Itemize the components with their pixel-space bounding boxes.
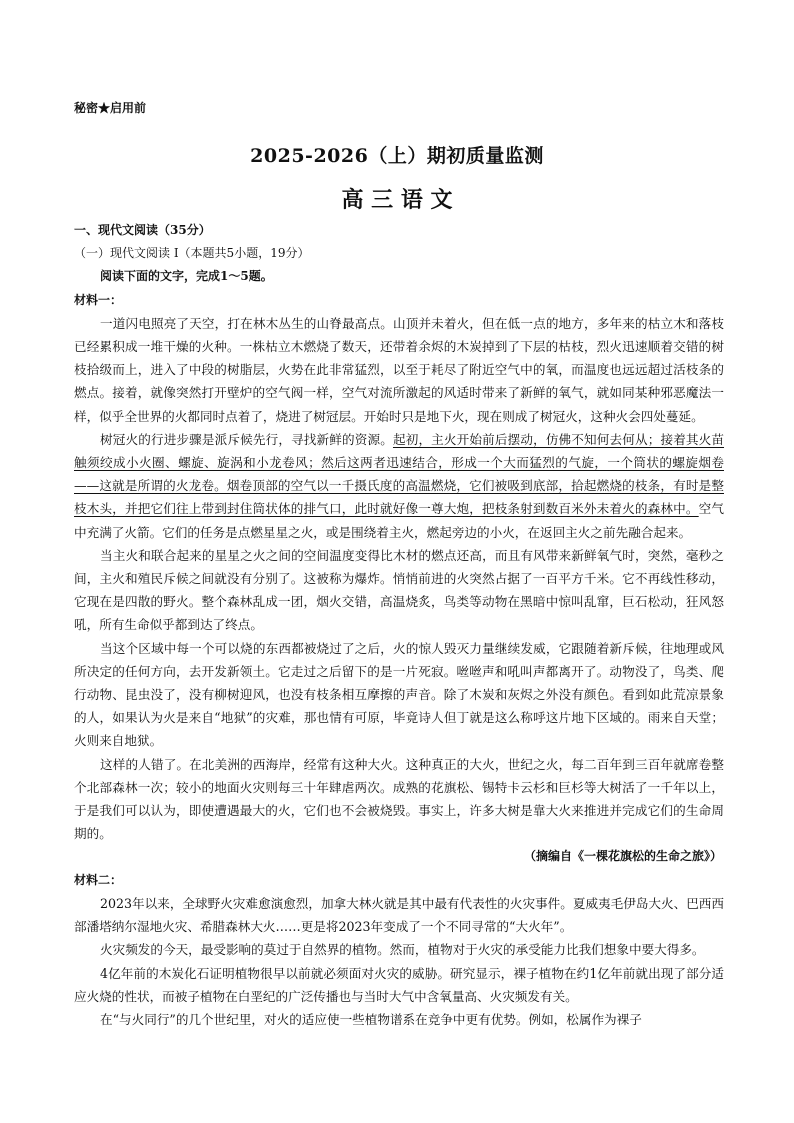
underlined-passage: 起初，主火开始前后摆动，仿佛不知何去何从；接着其火苗触须绞成小火圈、螺旋、旋涡和小龙卷风；然后这两者迅速结合，形成一个大而猛烈的气旋，一个筒状的螺旋烟卷——这就是所谓的火龙卷。烟卷顶部的空气以一千摄氏度的高温燃烧，它们被吸到底部，拾起燃烧的枝条，有时是整枝木头，并把它们往上带到封住筒状体的排气口，此时就好像一尊大炮，把枝条射到数百米外未着火的森林中。 xyxy=(74,431,725,517)
paragraph-2-tail: 空气中充满了火箭。它们的任务是点燃星星之火，或是围绕着主火，燃起旁边的小火，在返回主火之前先融合起来。 xyxy=(74,501,725,540)
material-one-source: （摘编自《一棵花旗松的生命之旅》） xyxy=(523,849,722,864)
material-one-paragraph-1: 一道闪电照亮了天空，打在林木丛生的山脊最高点。山顶并未着火，但在低一点的地方，多年来的枯立木和落枝已经累积成一堆干燥的火种。一株枯立木燃烧了数天，还带着余烬的木炭掉到了下层的枯枝，烈火迅速顺着交错的树枝拾级而上，进入了中段的树脂层，火势在此非常猛烈，以至于耗尽了附近空气中的氧，而温度也远远超过活枝条的燃点。接着，就像突然打开壁炉的空气阀一样，空气对流所激起的风适时带来了新鲜的氧气，就如同某种邪恶魔法一样，似乎全世界的火都同时点着了，烧进了树冠层。开始时只是地下火，现在则成了树冠火，这种火会四处蔓延。 xyxy=(74,315,724,424)
material-two-label: 材料二： xyxy=(74,872,123,887)
subsection-heading: （一）现代文阅读 I（本题共5小题，19分） xyxy=(74,246,310,261)
material-one-paragraph-5: 这样的人错了。在北美洲的西海岸，经常有这种大火。这种真正的大火，世纪之火，每二百年到三百年就席卷整个北部森林一次；较小的地面火灾则每三十年肆虐两次。成熟的花旗松、锡特卡云杉和巨杉等大树活了一千年以上，于是我们可以认为，即使遭遇最大的火，它们也不会被烧毁。事实上，许多大树是靠大火来推进并完成它们的生命周期的。 xyxy=(74,756,724,842)
material-two-paragraph-3: 4亿年前的木炭化石证明植物很早以前就必须面对火灾的威胁。研究显示，裸子植物在约1亿年前就出现了部分适应火烧的性状，而被子植物在白垩纪的广泛传播也与当时大气中含氧量高、火灾频发有关。 xyxy=(74,965,724,1004)
subject-title: 高 三 语 文 xyxy=(341,187,453,213)
paragraph-2-lead: 树冠火的行进步骤是派斥候先行，寻找新鲜的资源。 xyxy=(100,431,393,447)
material-one-paragraph-2 xyxy=(74,428,724,544)
section-heading: 一、现代文阅读（35分） xyxy=(74,223,211,237)
material-one-label: 材料一： xyxy=(74,292,123,307)
material-one-paragraph-4: 当这个区域中每一个可以烧的东西都被烧过了之后，火的惊人毁灭力量继续发威，它跟随着新斥候，往地理或风所决定的任何方向，去开发新领土。它走过之后留下的是一片死寂。咝咝声和吼叫声都离开了。动物没了，鸟类、爬行动物、昆虫没了，没有柳树迎风，也没有枝条相互摩擦的声音。除了木炭和灰烬之外没有颜色。看到如此荒凉景象的人，如果认为火是来自“地狱”的灾难，那也情有可原，毕竟诗人但丁就是这么称呼这片地下区域的。雨来自天堂；火则来自地狱。 xyxy=(74,640,724,749)
material-two-paragraph-1: 2023年以来，全球野火灾难愈演愈烈，加拿大林火就是其中最有代表性的火灾事件。夏威夷毛伊岛大火、巴西西部潘塔纳尔湿地火灾、希腊森林大火……更是将2023年变成了一个不同寻常的“大火年”。 xyxy=(74,895,724,935)
exam-content xyxy=(74,219,724,1031)
material-one-paragraph-3: 当主火和联合起来的星星之火之间的空间温度变得比木材的燃点还高，而且有风带来新鲜氧气时，突然，毫秒之间，主火和殖民斥候之间就没有分别了。这被称为爆炸。悄悄前进的火突然占据了一百平方千米。它不再线性移动，它现在是四散的野火。整个森林乱成一团，烟火交错，高温烧炙，鸟类等动物在黑暗中惊叫乱窜，巨石松动，狂风怒吼，所有生命似乎都到达了终点。 xyxy=(74,547,724,633)
material-two-paragraph-2: 火灾频发的今天，最受影响的莫过于自然界的植物。然而，植物对于火灾的承受能力比我们想象中要大得多。 xyxy=(100,942,705,958)
material-two-paragraph-4: 在“与火同行”的几个世纪里，对火的适应使一些植物谱系在竞争中更有优势。例如，松属作为裸子 xyxy=(100,1011,642,1027)
reading-instruction: 阅读下面的文字，完成1～5题。 xyxy=(100,269,273,284)
secret-label: 秘密★启用前 xyxy=(74,101,147,115)
exam-title: 2025-2026（上）期初质量监测 xyxy=(250,145,544,167)
